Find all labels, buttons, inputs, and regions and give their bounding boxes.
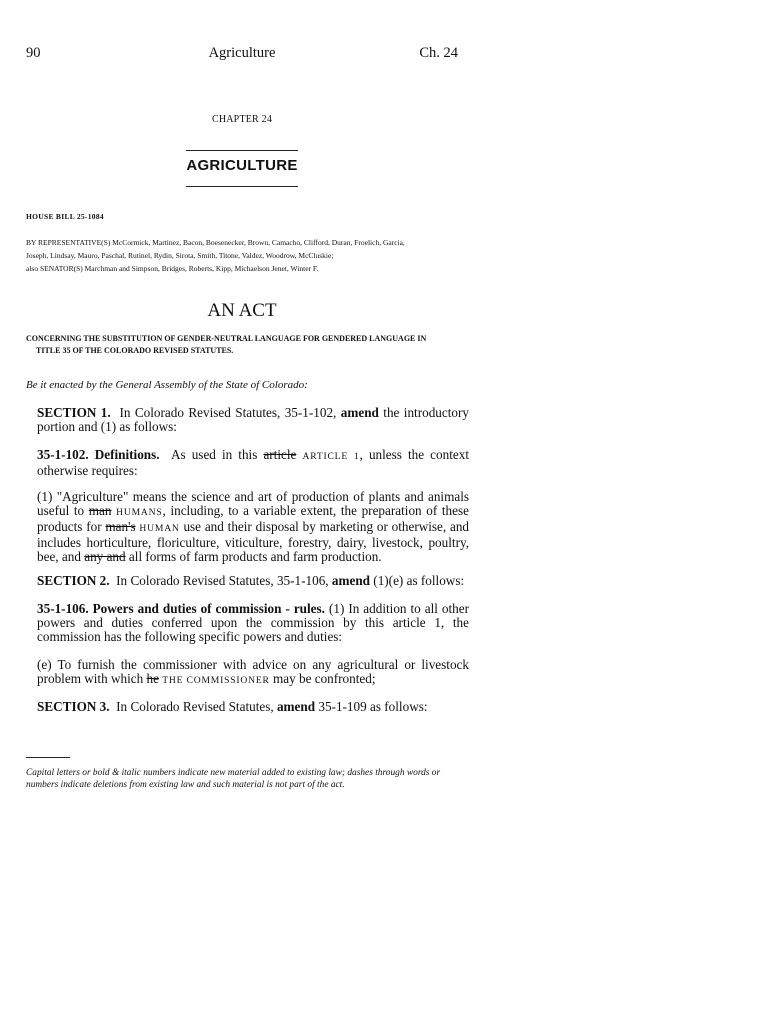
bill-id: HOUSE BILL 25-1084 [26, 212, 104, 221]
section-text: (1)(e) as follows: [373, 573, 465, 588]
amend-keyword: amend [340, 405, 379, 420]
page-number: 90 [26, 45, 41, 61]
deleted-text: man [88, 503, 112, 518]
subsection-e [26, 658, 469, 688]
footnote-rule [26, 757, 70, 758]
section-2 [26, 574, 469, 588]
enacting-clause: Be it enacted by the General Assembly of the State of Colorado: [26, 379, 308, 391]
act-title: AN ACT [207, 300, 277, 321]
chapter-title: AGRICULTURE [186, 157, 298, 174]
section-text: In Colorado Revised Statutes, 35-1-102, [119, 405, 337, 420]
chapter-reference: Ch. 24 [419, 45, 458, 61]
statute-heading: 35-1-102. Definitions. [37, 447, 160, 462]
section-3 [26, 700, 469, 714]
added-text: THE COMMISSIONER [162, 675, 270, 686]
title-rule-top [186, 150, 298, 151]
chapter-label: CHAPTER 24 [211, 114, 273, 125]
subsection-text: may be confronted; [272, 671, 376, 686]
subsection-text: use and their disposal by marketing or otherwise, and includes horticulture, floriculture, viticulture, forestry, dairy, livestock, poultry, bee, and [37, 519, 470, 564]
section-text: In Colorado Revised Statutes, [116, 699, 274, 714]
running-title: Agriculture [208, 45, 276, 61]
statute-heading: 35-1-106. Powers and duties of commission - rules. [37, 601, 325, 616]
footnote: Capital letters or bold & italic numbers indicate new material added to existing law; dashes through words or numbers indicate deletions from existing law and such material is not part of the act. [26, 768, 441, 790]
statute-35-1-102 [26, 448, 469, 478]
subsection-1 [26, 490, 469, 564]
sponsors-line: Joseph, Lindsay, Mauro, Paschal, Rutinel, Rydin, Sirota, Smith, Titone, Valdez, Woodrow, McCluskie; [26, 251, 334, 260]
statute-text: (1) In addition to all other powers and duties conferred upon the commission by this article 1, the commission has the following specific powers and duties: [37, 601, 469, 644]
added-text: HUMAN [139, 523, 180, 534]
added-text: HUMANS [116, 507, 163, 518]
concerning-line: CONCERNING THE SUBSTITUTION OF GENDER-NEUTRAL LANGUAGE FOR GENDERED LANGUAGE IN [26, 334, 427, 343]
section-1 [26, 406, 469, 434]
deleted-text: any and [84, 549, 126, 564]
concerning-clause [26, 333, 458, 357]
section-text: In Colorado Revised Statutes, 35-1-106, [116, 573, 329, 588]
statute-35-1-106 [26, 602, 469, 644]
subsection-text: (e) To furnish the commissioner with advice on any agricultural or livestock problem with which [37, 657, 469, 686]
title-rule-bottom [186, 186, 298, 187]
deleted-text: man's [105, 519, 136, 534]
amend-keyword: amend [276, 699, 316, 714]
sponsors-line: also SENATOR(S) Marchman and Simpson, Bridges, Roberts, Kipp, Michaelson Jenet, Winter F. [26, 264, 319, 273]
subsection-text: , including, to a variable extent, the preparation of these products for [37, 503, 469, 534]
deleted-text: article [263, 447, 297, 462]
amend-keyword: amend [331, 573, 370, 588]
document-page [26, 0, 470, 1024]
concerning-line: TITLE 35 OF THE COLORADO REVISED STATUTES. [36, 346, 234, 355]
statute-text: As used in this [170, 447, 258, 462]
section-heading: SECTION 3. [37, 699, 110, 714]
section-heading: SECTION 2. [37, 573, 110, 588]
added-text: ARTICLE 1 [302, 451, 360, 462]
section-text: 35-1-109 as follows: [318, 699, 428, 714]
section-heading: SECTION 1. [37, 405, 111, 420]
sponsors [26, 236, 458, 275]
statute-text: , unless the context otherwise requires: [37, 447, 469, 478]
subsection-text: all forms of farm products and farm production. [128, 549, 382, 564]
deleted-text: he [146, 671, 159, 686]
section-text: the introductory portion and (1) as follows: [37, 405, 469, 434]
subsection-text: (1) "Agriculture" means the science and art of production of plants and animals useful to [37, 489, 469, 518]
sponsors-line: BY REPRESENTATIVE(S) McCormick, Martinez, Bacon, Boesenecker, Brown, Camacho, Clifford, Duran, Froelich, Garcia, [26, 238, 405, 247]
